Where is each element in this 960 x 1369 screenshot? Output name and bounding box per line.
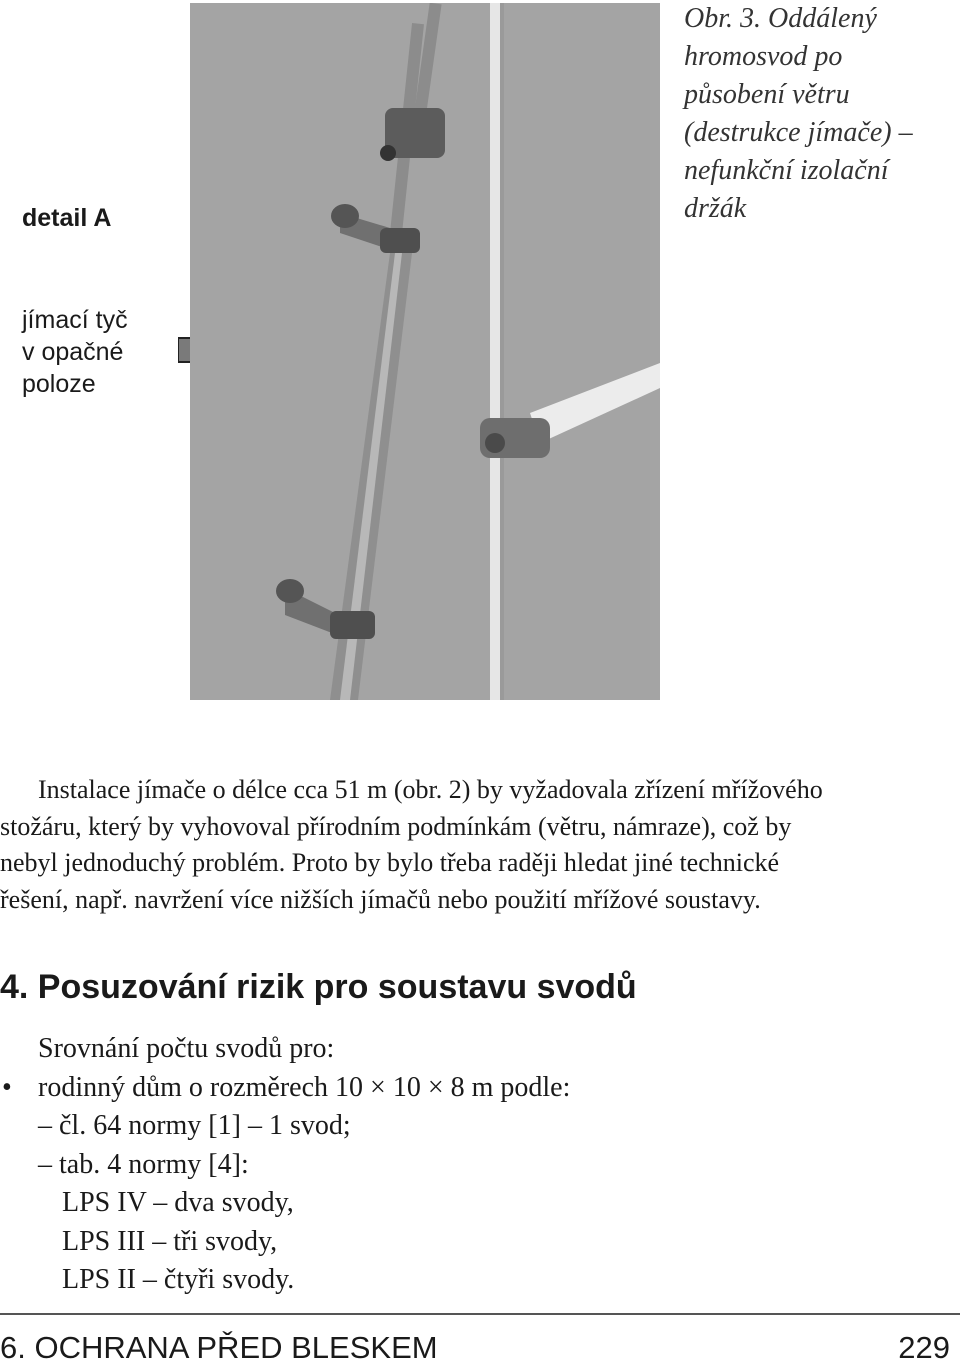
lightning-rod-photo [190,3,660,700]
rod-label-line: poloze [22,370,96,398]
list-item: LPS IV – dva svody, [62,1187,294,1218]
page-number: 229 [898,1330,950,1365]
rod-label-line: v opačné [22,338,124,366]
bullet-icon: • [2,1071,12,1103]
rod-label-line: jímací tyč [22,306,128,334]
paragraph-line: stožáru, který by vyhovoval přírodním podmínkám (větru, námraze), což by [0,811,792,841]
list [0,1030,570,1300]
list-item: – tab. 4 normy [4]: [38,1148,249,1180]
list-item: LPS III – tři svody, [62,1225,278,1257]
paragraph-line: Instalace jímače o délce cca 51 m (obr. 2) by vyžadovala zřízení mřížového [38,775,823,804]
list-item [0,1069,570,1108]
footer-divider [0,1313,960,1315]
caption-line: držák [684,193,747,224]
caption-line: (destrukce jímače) – [684,117,913,148]
detail-label: detail A [22,204,112,232]
caption-line: Obr. 3. Oddálený [684,3,877,34]
list-intro: Srovnání počtu svodů pro: [38,1033,335,1064]
list-item-text: rodinný dům o rozměrech 10 × 10 × 8 m podle: [38,1071,571,1103]
list-item: – čl. 64 normy [1] – 1 svod; [38,1110,351,1141]
figure-caption [684,0,954,228]
list-item: LPS II – čtyři svody. [62,1264,295,1295]
section-title: 4. Posuzování rizik pro soustavu svodů [0,968,637,1006]
caption-line: nefunkční izolační [684,155,889,186]
caption-line: hromosvod po [684,41,843,72]
caption-line: působení větru [684,79,850,110]
paragraph-line: řešení, např. navržení více nižších jímačů nebo použití mřížové soustavy. [0,884,761,914]
body-paragraph [0,772,960,918]
footer-chapter: 6. OCHRANA PŘED BLESKEM [0,1330,438,1365]
rod-label [22,304,128,400]
paragraph-line: nebyl jednoduchý problém. Proto by bylo třeba raději hledat jiné technické [0,848,780,877]
